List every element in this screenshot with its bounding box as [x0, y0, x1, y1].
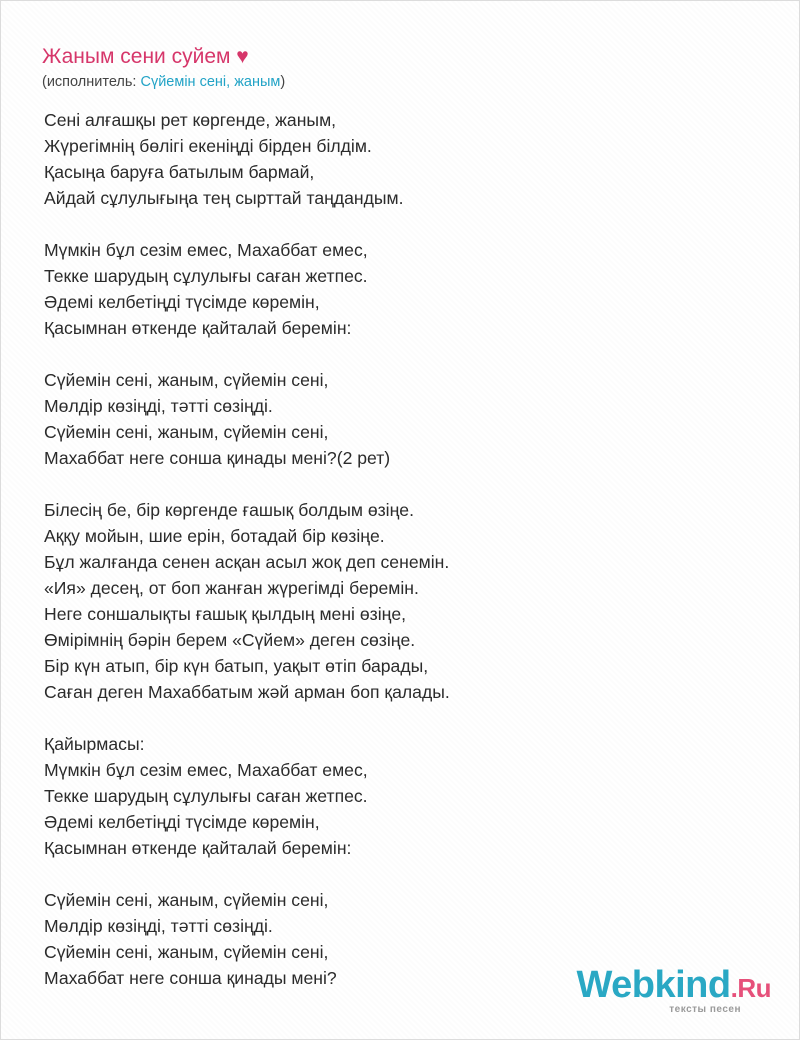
lyric-line: Әдемі келбетіңді түсімде көремін,: [44, 812, 320, 832]
lyric-line: Сүйемін сені, жаным, сүйемін сені,: [44, 942, 329, 962]
lyric-line: Айдай сұлулығыңа тең сырттай таңдандым.: [44, 188, 404, 208]
lyric-line: Мөлдір көзіңді, тәтті сөзіңді.: [44, 916, 273, 936]
lyric-line: Бір күн атып, бір күн батып, уақыт өтіп барады,: [44, 656, 429, 676]
lyric-line: Мүмкін бұл сезім емес, Махаббат емес,: [44, 240, 368, 260]
lyric-line: Неге соншалықты ғашық қылдың мені өзіңе,: [44, 604, 407, 624]
lyric-line: Сені алғашқы рет көргенде, жаным,: [44, 110, 337, 130]
lyric-line: Текке шарудың сұлулығы саған жетпес.: [44, 786, 368, 806]
lyric-line: Сүйемін сені, жаным, сүйемін сені,: [44, 370, 329, 390]
brand-wordmark: [576, 964, 771, 1007]
performer-suffix: ): [280, 74, 286, 90]
lyric-line: Жүрегімнің бөлігі екеніңді бірден білдім.: [44, 136, 372, 156]
performer-link[interactable]: Сүйемін сені, жаным: [140, 74, 281, 90]
lyric-line: Текке шарудың сұлулығы саған жетпес.: [44, 266, 368, 286]
song-title: Жаным сени суйем ♥: [42, 45, 249, 68]
lyric-line: Қасыңа баруға батылым бармай,: [44, 162, 315, 182]
lyric-line: Мүмкін бұл сезім емес, Махаббат емес,: [44, 760, 368, 780]
lyric-line: Бұл жалғанда сенен асқан асыл жоқ деп сенемін.: [44, 552, 450, 572]
lyric-line: Мөлдір көзіңді, тәтті сөзіңді.: [44, 396, 273, 416]
brand-name: Webkind: [576, 964, 731, 1006]
lyric-line: Саған деген Махаббатым жәй арман боп қалады.: [44, 682, 450, 702]
lyric-line: «Ия» десең, от боп жанған жүрегімді беремін.: [44, 578, 419, 598]
brand-tld: .Ru: [730, 973, 771, 1003]
performer-line: [42, 74, 285, 90]
lyric-line: Білесің бе, бір көргенде ғашық болдым өзіңе.: [44, 500, 414, 520]
lyric-line: Әдемі келбетіңді түсімде көремін,: [44, 292, 320, 312]
lyric-line: Қайырмасы:: [44, 734, 145, 754]
lyric-line: Махаббат неге сонша қинады мені?(2 рет): [44, 448, 391, 468]
lyric-line: Сүйемін сені, жаным, сүйемін сені,: [44, 890, 329, 910]
lyrics-body: [44, 107, 450, 991]
stanza-break: [44, 211, 450, 237]
site-logo[interactable]: [576, 964, 771, 1015]
brand-tagline: тексты песен: [669, 1004, 741, 1015]
stanza-break: [44, 705, 450, 731]
stanza-break: [44, 471, 450, 497]
lyric-line: Қасымнан өткенде қайталай беремін:: [44, 318, 352, 338]
stanza-break: [44, 341, 450, 367]
lyric-line: Сүйемін сені, жаным, сүйемін сені,: [44, 422, 329, 442]
stanza-break: [44, 861, 450, 887]
lyric-line: Қасымнан өткенде қайталай беремін:: [44, 838, 352, 858]
performer-prefix: (исполнитель:: [42, 74, 141, 90]
lyric-line: Аққу мойын, шие ерін, ботадай бір көзіңе.: [44, 526, 385, 546]
lyric-line: Өмірімнің бәрін берем «Сүйем» деген сөзіңе.: [44, 630, 416, 650]
lyric-line: Махаббат неге сонша қинады мені?: [44, 968, 337, 988]
